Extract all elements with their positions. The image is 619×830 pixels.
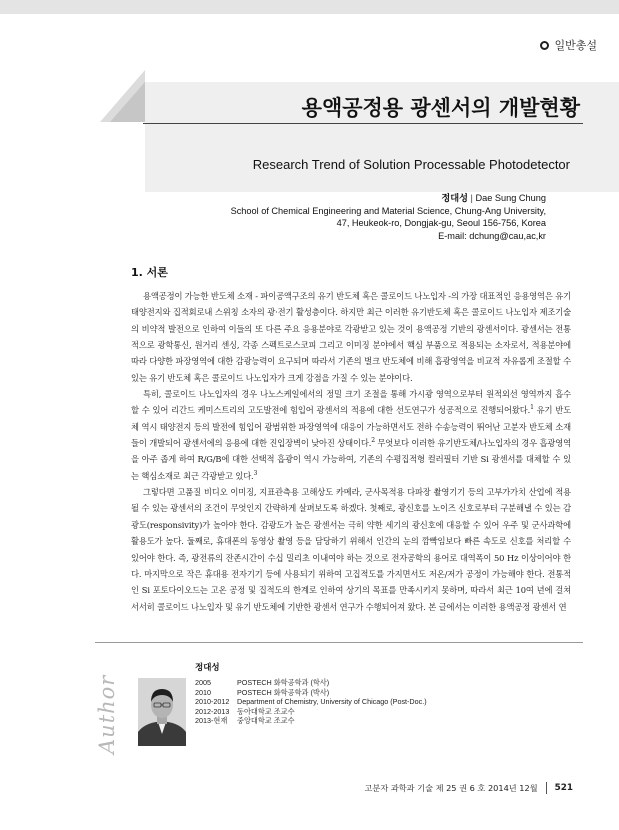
- ring-bullet-icon: [540, 41, 549, 50]
- paragraph-text: 유기 반도체 역시 태양전지 등의 발전에 힘입어 광범위한 파장영역에 대응이 가능하면서도 전하 수송능력이 뛰어난 고분자 반도체 소재들이 개발되어 광센서에의 응용에 대한 진입장벽이 낮아진 상태이다.: [131, 405, 571, 449]
- section-tag-label: 일반총설: [554, 39, 597, 52]
- bio-text: Department of Chemistry, University of Chicago (Post-Doc.): [237, 697, 427, 707]
- article-title-english: Research Trend of Solution Processable Photodetector: [252, 157, 570, 172]
- body-text: [131, 288, 571, 615]
- bio-row: [195, 707, 427, 717]
- bio-list: [195, 678, 427, 726]
- bio-text: 동아대학교 조교수: [237, 706, 295, 716]
- bio-text: POSTECH 화학공학과 (박사): [237, 687, 330, 697]
- section-tag: [540, 37, 597, 53]
- author-separator: |: [470, 193, 473, 203]
- bio-row: [195, 697, 427, 707]
- author-email[interactable]: E-mail: dchung@cau,ac,kr: [438, 230, 546, 241]
- footer-divider: [546, 782, 547, 794]
- page-footer: [365, 782, 574, 794]
- reference-marker[interactable]: 2: [371, 437, 375, 445]
- bio-row: [195, 678, 427, 688]
- author-name-english: Dae Sung Chung: [475, 193, 546, 203]
- author-address: 47, Heukeok-ro, Dongjak-gu, Seoul 156-756, Korea: [336, 218, 546, 229]
- paragraph: [131, 386, 571, 484]
- bio-text: POSTECH 화학공학과 (학사): [237, 678, 330, 687]
- paragraph-text: 특히, 콜로이드 나노입자의 경우 나노스케일에서의 정밀 크기 조절을 통해 가시광 영역으로부터 원적외선 영역까지 흡수할 수 있어 리간드 케미스트리의 고도발전에 힘입어 광센서의 적용에 대한 선도연구가 성공적으로 진행되어왔다.: [131, 389, 571, 416]
- author-vertical-text: Author: [95, 674, 119, 754]
- title-rule: [143, 123, 583, 124]
- bio-row: [195, 716, 427, 726]
- paragraph: [131, 484, 571, 615]
- author-byline: [166, 192, 546, 205]
- bio-author-name: 정대성: [195, 663, 220, 673]
- reference-marker[interactable]: 3: [253, 470, 258, 478]
- author-vertical-label: [93, 646, 127, 756]
- bio-year: 2013-현재: [195, 716, 228, 726]
- article-title-korean: 용액공정용 광센서의 개발현황: [301, 95, 580, 120]
- paragraph-text: 용액공정이 가능한 반도체 소재 - 파이공액구조의 유기 반도체 혹은 콜로이드 나노입자 -의 가장 대표적인 응용영역은 유기태양전지와 집적회로내 스위칭 소자의 광·전기 활성층이다. 하지만 최근 이러한 유기반도체 혹은 콜로이드 나노입자 제조기술의 비약적 발전으로 인하여 이들의 또 다른 주요 응용분야로 각광받고 있는 것이 용액공정 기반의 광센서이다. 광센서는 전통적으로 광학통신, 원거리 센싱, 각종 스펙트로스코피 그리고 이미징 분야에서 핵심 부품으로 적용되는 소자로서, 적용분야에 따라 다양한 파장영역에 대한 감광능력이 요구되며 따라서 기존의 벌크 반도체에 비해 흡광영역을 비교적 자유롭게 조절할 수 있는 유기 반도체 혹은 콜로이드 나노입자가 크게 강점을 가질 수 있는 분야이다.: [131, 291, 571, 383]
- corner-triangle-decoration: [100, 70, 145, 122]
- journal-citation: 고분자 과학과 기술 제 25 권 6 호 2014년 12월: [364, 782, 538, 793]
- paragraph-text: 무엇보다 이러한 유기반도체/나노입자의 경우 흡광영역을 아주 좁게 하여 R/G/B에 대한 선택적 흡광이 역시 가능하여, 기존의 수평집적형 컬러필터 기반 Si 광센서를 대체할 수 있는 핵심소재로 최근 각광받고 있다.: [131, 438, 571, 481]
- author-name-korean: 정대성: [441, 193, 468, 203]
- paragraph: [131, 288, 571, 386]
- bio-row: [195, 688, 427, 698]
- section-heading: 1. 서론: [131, 266, 168, 279]
- author-photo: [138, 678, 186, 746]
- top-bar: [0, 0, 619, 14]
- reference-marker[interactable]: 1: [530, 404, 534, 412]
- page-number: 521: [554, 783, 573, 793]
- paragraph-text: 그렇다면 고품질 비디오 이미징, 지표관측용 고해상도 카메라, 군사목적용 다파장 촬영기기 등의 고부가가치 산업에 적용될 수 있는 광센서의 조건이 무엇인지 간략하게 살펴보도록 하겠다. 첫째로, 광신호를 노이즈 신호로부터 구분해낼 수 있는 감광도(responsivity)가 높아야 한다. 감광도가 높은 광센서는 극히 약한 세기의 광신호에 대응할 수 있어 우주 및 군사과학에 활용도가 높다. 둘째로, 휴대폰의 동영상 촬영 등을 담당하기 위해서 인간의 눈의 깜빡임보다 빠른 속도로 신호를 처리할 수 있어야 한다. 즉, 광전류의 잔존시간이 수십 밀리초 이내여야 하는 것으로 전자공학의 용어로 대역폭이 50 Hz 이상이어야 한다. 마지막으로 작은 휴대용 전자기기 등에 사용되기 위하여 고집적도를 가지면서도 저온/저가 공정이 가능해야 한다. 전통적인 Si 포토다이오드는 고온 공정 및 집적도의 한계로 인하여 상기의 목표를 만족시키지 못하며, 따라서 최근 10여 년에 걸쳐 서서히 콜로이드 나노입자 및 유기 반도체에 기반한 광센서 연구가 수행되어져 왔다. 본 글에서는 이러한 용액공정 광센서 연: [131, 487, 571, 612]
- bio-year: 2010-2012: [195, 697, 230, 707]
- author-block: [166, 192, 546, 242]
- bio-year: 2012-2013: [195, 706, 230, 716]
- bio-year: 2010: [195, 687, 211, 697]
- bio-text: 중앙대학교 조교수: [237, 716, 295, 726]
- bio-year: 2005: [195, 678, 211, 687]
- person-portrait-icon: [138, 678, 186, 746]
- author-affiliation: School of Chemical Engineering and Material Science, Chung-Ang University,: [230, 205, 546, 216]
